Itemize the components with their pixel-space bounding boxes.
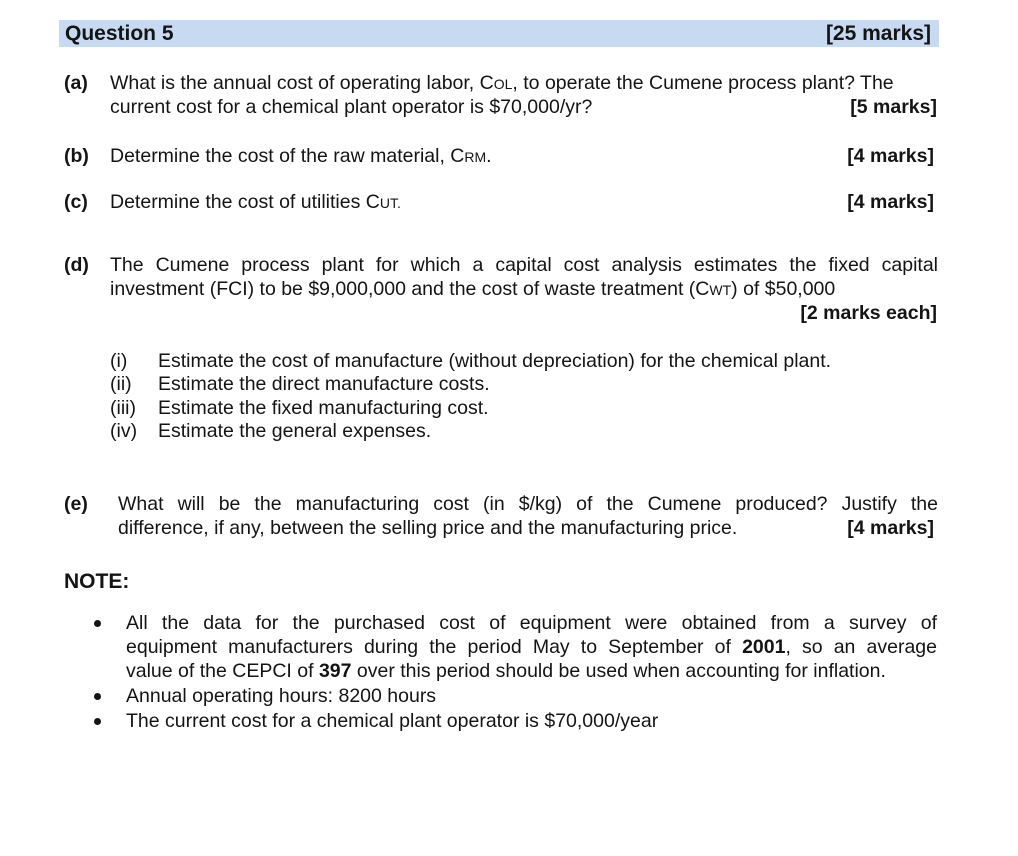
part-d-item-iii-text: Estimate the fixed manufacturing cost. [158,397,489,419]
part-d-line1: The Cumene process plant for which a capital cost analysis estimates the fixed capital [110,254,938,276]
note-bullet-1-line3: value of the CEPCI of 397 over this period should be used when accounting for inflation. [126,660,886,682]
part-a-marks: [5 marks] [850,96,937,118]
part-c-label: (c) [64,191,88,213]
note-bullet-2: Annual operating hours: 8200 hours [126,685,437,707]
note-bullet-1-line2: equipment manufacturers during the period May to September of 2001, so an average [126,636,937,658]
part-d-line2: investment (FCI) to be $9,000,000 and the cost of waste treatment (CWT) of $50,000 [110,278,836,300]
part-a-line1: What is the annual cost of operating labor, COL, to operate the Cumene process plant? The [110,72,894,94]
note-bullet-1-line1: All the data for the purchased cost of equipment were obtained from a survey of [126,612,937,634]
bullet-icon [94,693,101,700]
part-d-item-i-text: Estimate the cost of manufacture (without depreciation) for the chemical plant. [158,350,832,372]
bullet-icon [94,620,101,627]
question-header [59,20,939,47]
part-d-item-iii-num: (iii) [110,397,136,419]
part-d-item-iv-text: Estimate the general expenses. [158,420,432,442]
part-d-item-i-num: (i) [110,350,128,372]
part-e-line2: difference, if any, between the selling price and the manufacturing price. [118,517,738,539]
bullet-icon [94,718,101,725]
part-d-item-ii-text: Estimate the direct manufacture costs. [158,373,490,395]
note-bullet-3: The current cost for a chemical plant operator is $70,000/year [126,710,659,732]
part-a-label: (a) [64,72,88,94]
part-e-label: (e) [64,493,88,515]
part-b-marks: [4 marks] [847,145,934,167]
part-c-marks: [4 marks] [847,191,934,213]
part-d-label: (d) [64,254,89,276]
part-e-line1: What will be the manufacturing cost (in $/kg) of the Cumene produced? Justify the [118,493,938,515]
question-title: Question 5 [65,22,174,45]
part-b-label: (b) [64,145,89,167]
part-a-line2: current cost for a chemical plant operator is $70,000/yr? [110,96,593,118]
part-c-text: Determine the cost of utilities CUT. [110,191,401,213]
part-d-marks: [2 marks each] [800,302,937,324]
part-b-text: Determine the cost of the raw material, CRM. [110,145,492,167]
note-title: NOTE: [64,570,130,593]
part-e-marks: [4 marks] [847,517,934,539]
part-d-item-ii-num: (ii) [110,373,132,395]
question-total-marks: [25 marks] [825,22,931,45]
part-d-item-iv-num: (iv) [110,420,138,442]
